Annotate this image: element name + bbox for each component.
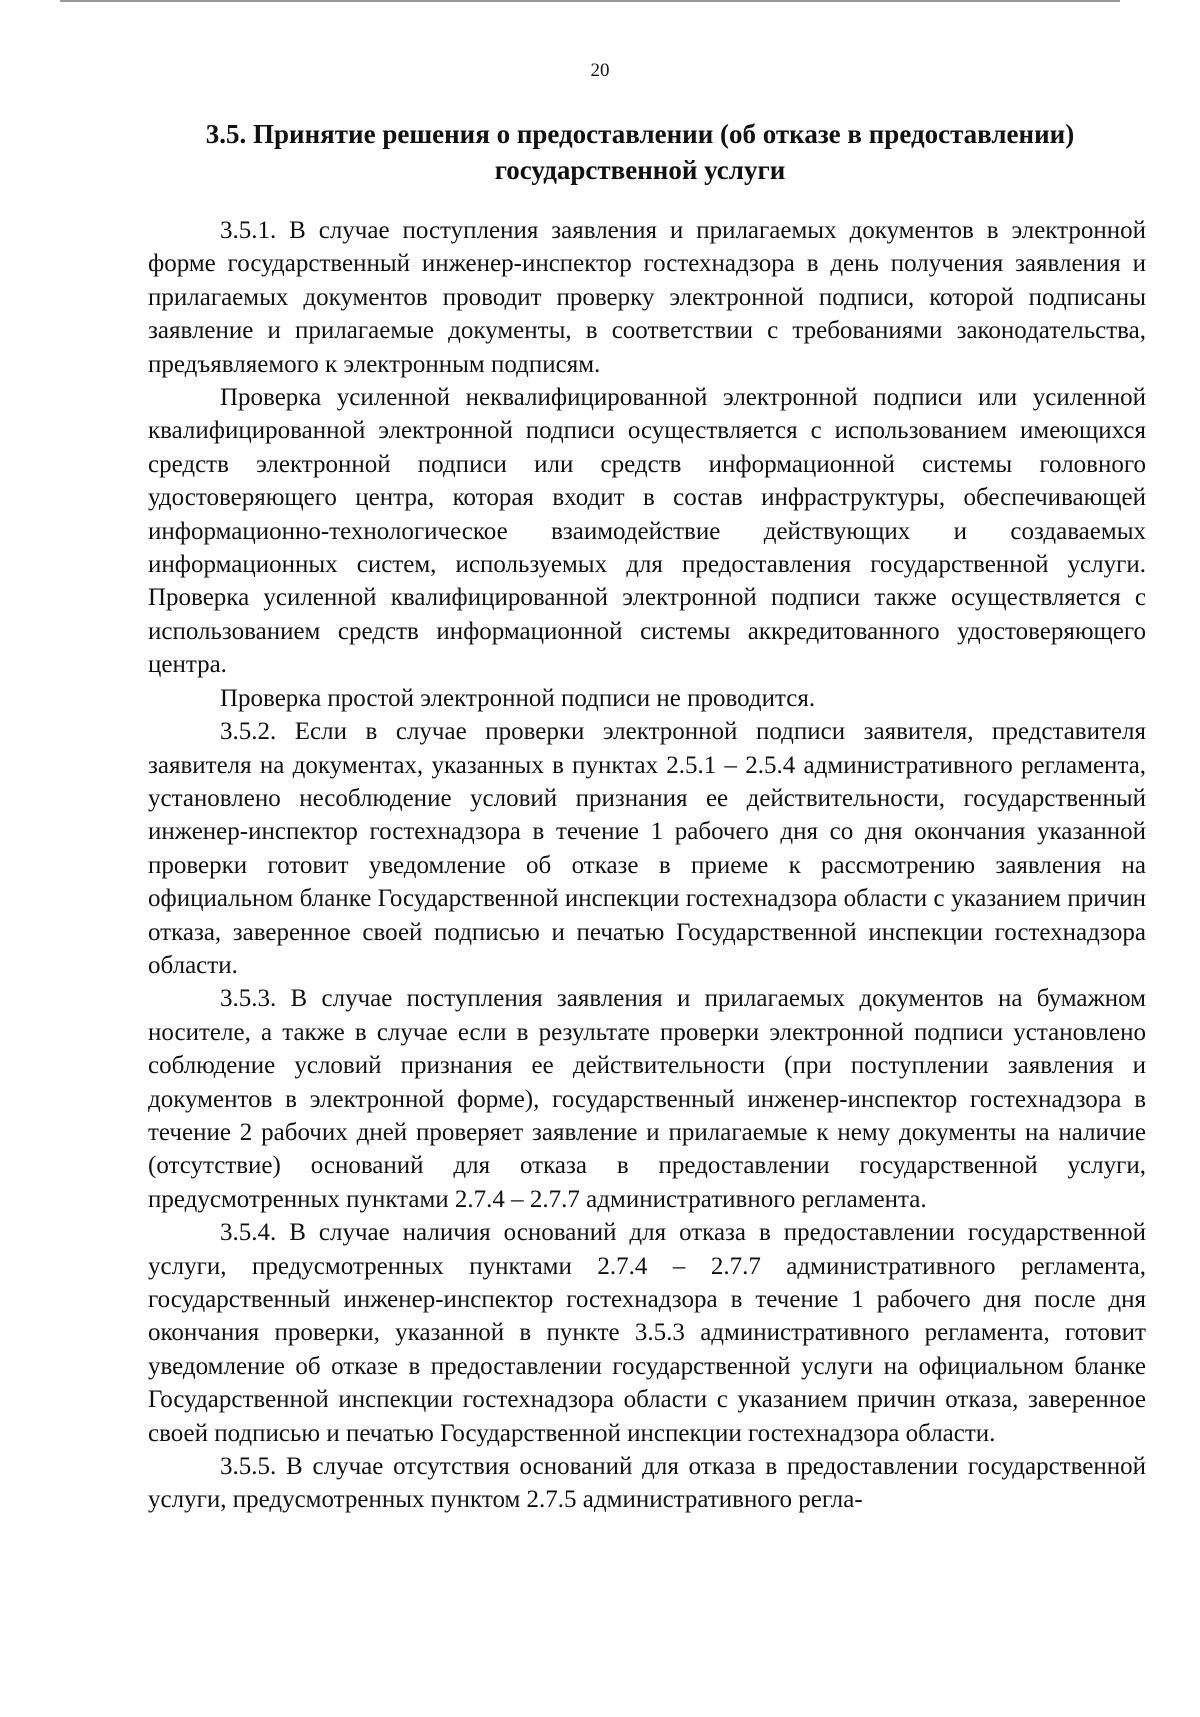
section-title-line-2: государственной услуги [494,155,786,185]
paragraph-3-5-4: 3.5.4. В случае наличия оснований для отказа в предоставлении государственной услуги, предусмотренных пунктами 2.7.4 – 2.7.7 административного регламента, государственный инженер-инспектор гостехнадзора в течение 1 рабочего дня после дня окончания проверки, указанной в пункте 3.5.3 административного регламента, готовит уведомление об отказе в предоставлении государственной услуги на официальном бланке Государственной инспекции гостехнадзора области с указанием причин отказа, заверенное своей подписью и печатью Государственной инспекции гостехнадзора области. [148,1219,1146,1447]
paragraph-simple-signature: Проверка простой электронной подписи не проводится. [220,684,816,712]
page-number: 20 [590,60,610,81]
paragraph-3-5-5: 3.5.5. В случае отсутствия оснований для отказа в предоставлении государственной услуги, предусмотренных пунктом 2.7.5 административного регла- [148,1453,1146,1514]
paragraph-signature-check: Проверка усиленной неквалифицированной электронной подписи или усиленной квалифицированной электронной подписи осуществляется с использованием имеющихся средств электронной подписи или средств информационной системы головного удостоверяющего центра, которая входит в состав инфраструктуры, обеспечивающей информационно-технологическое взаимодействие действующих и создаваемых информационных систем, используемых для предоставления государственной услуги. Проверка усиленной квалифицированной электронной подписи также осуществляется с использованием средств информационной системы аккредитованного удостоверяющего центра. [148,384,1146,679]
section-title [150,116,1130,188]
body-text [148,214,1146,1517]
paragraph-3-5-1: 3.5.1. В случае поступления заявления и прилагаемых документов в электронной форме государственный инженер-инспектор гостехнадзора в день получения заявления и прилагаемых документов проводит проверку электронной подписи, которой подписаны заявление и прилагаемые документы, в соответствии с требованиями законодательства, предъявляемого к электронным подписям. [148,217,1146,378]
scan-top-edge [60,0,1120,2]
paragraph-3-5-3: 3.5.3. В случае поступления заявления и прилагаемых документов на бумажном носителе, а также в случае если в результате проверки электронной подписи установлено соблюдение условий признания ее действительности (при поступлении заявления и документов в электронной форме), государственный инженер-инспектор гостехнадзора в течение 2 рабочих дней проверяет заявление и прилагаемые к нему документы на наличие (отсутствие) оснований для отказа в предоставлении государственной услуги, предусмотренных пунктами 2.7.4 – 2.7.7 административного регламента. [148,985,1146,1213]
section-title-line-1: 3.5. Принятие решения о предоставлении (об отказе в предоставлении) [205,119,1075,149]
paragraph-3-5-2: 3.5.2. Если в случае проверки электронной подписи заявителя, представителя заявителя на документах, указанных в пунктах 2.5.1 – 2.5.4 административного регламента, установлено несоблюдение условий признания ее действительности, государственный инженер-инспектор гостехнадзора в течение 1 рабочего дня со дня окончания указанной проверки готовит уведомление об отказе в приеме к рассмотрению заявления на официальном бланке Государственной инспекции гостехнадзора области с указанием причин отказа, заверенное своей подписью и печатью Государственной инспекции гостехнадзора области. [148,718,1146,979]
